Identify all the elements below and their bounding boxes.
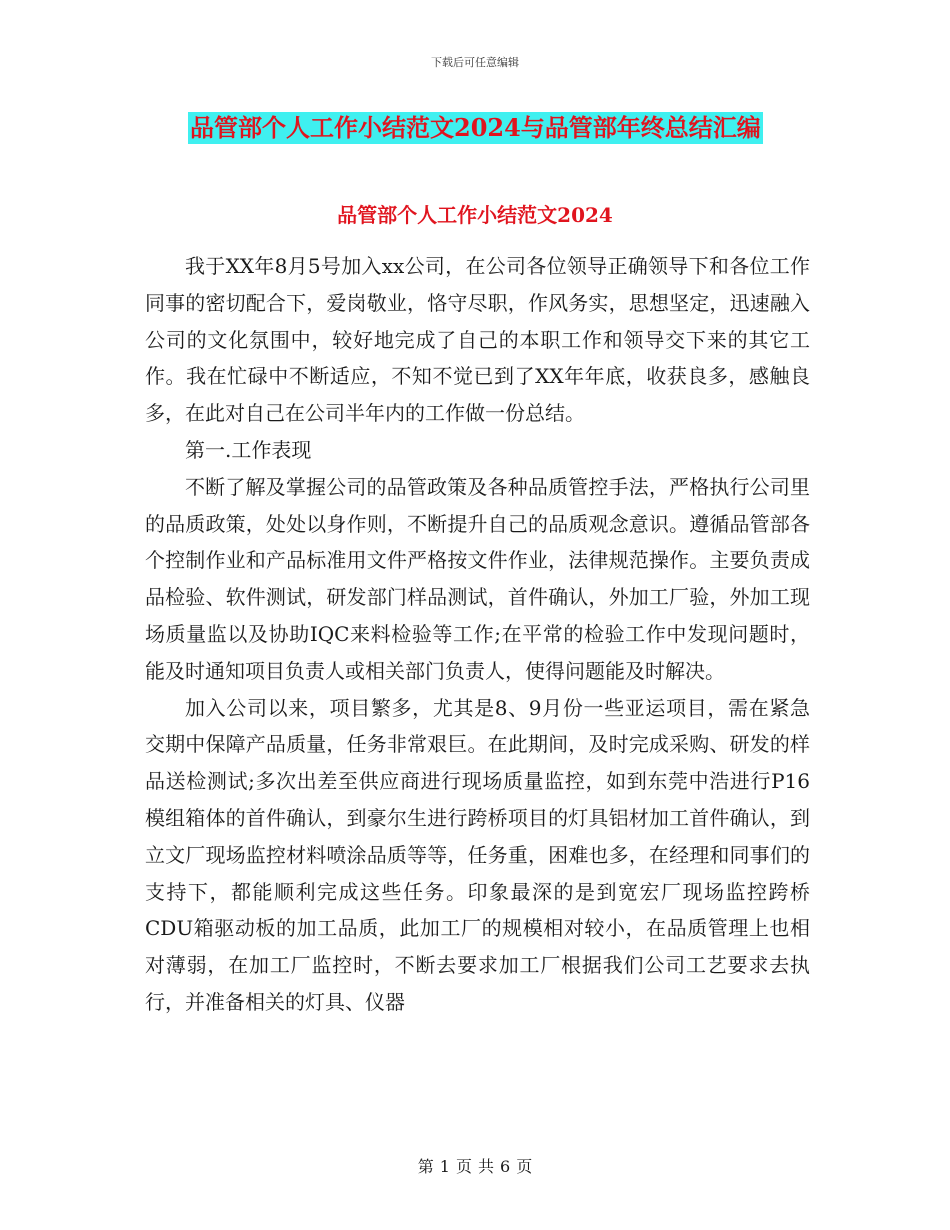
page-label-mid: 页	[455, 1157, 472, 1176]
page-number: 1	[439, 1157, 450, 1176]
body-paragraph: 我于XX年8月5号加入xx公司，在公司各位领导正确领导下和各位工作同事的密切配合下，爱岗敬业，恪守尽职，作风务实，思想坚定，迅速融入公司的文化氛围中，较好地完成了自己的本职工作和领导交下来的其它工作。我在忙碌中不断适应，不知不觉已到了XX年年底，收获良多，感触良多，在此对自己在公司半年内的工作做一份总结。	[145, 254, 810, 426]
page-label-prefix: 第	[417, 1157, 434, 1176]
page-footer	[0, 1154, 950, 1177]
total-label: 共	[478, 1157, 495, 1176]
total-pages: 6	[500, 1157, 511, 1176]
body-paragraph: 不断了解及掌握公司的品管政策及各种品质管控手法，严格执行公司里的品质政策，处处以身作则，不断提升自己的品质观念意识。遵循品管部各个控制作业和产品标准用文件严格按文件作业，法律规范操作。主要负责成品检验、软件测试，研发部门样品测试，首件确认，外加工厂验，外加工现场质量监以及协助IQC来料检验等工作;在平常的检验工作中发现问题时，能及时通知项目负责人或相关部门负责人，使得问题能及时解决。	[145, 474, 810, 683]
document-title: 品管部个人工作小结范文2024与品管部年终总结汇编	[190, 113, 761, 142]
section-title: 品管部个人工作小结范文2024	[337, 203, 613, 227]
body-paragraph: 加入公司以来，项目繁多，尤其是8、9月份一些亚运项目，需在紧急交期中保障产品质量，任务非常艰巨。在此期间，及时完成采购、研发的样品送检测试;多次出差至供应商进行现场质量监控，如到东莞中浩进行P16模组箱体的首件确认，到豪尔生进行跨桥项目的灯具铝材加工首件确认，到立文厂现场监控材料喷涂品质等等，任务重，困难也多，在经理和同事们的支持下，都能顺利完成这些任务。印象最深的是到宽宏厂现场监控跨桥CDU箱驱动板的加工品质，此加工厂的规模相对较小，在品质管理上也相对薄弱，在加工厂监控时，不断去要求加工厂根据我们公司工艺要求去执行，并准备相关的灯具、仪器	[145, 695, 810, 1014]
header-note: 下载后可任意编辑	[431, 56, 519, 69]
page-label-suffix: 页	[516, 1157, 533, 1176]
section-heading: 第一.工作表现	[185, 437, 312, 462]
document-body	[145, 248, 810, 1021]
